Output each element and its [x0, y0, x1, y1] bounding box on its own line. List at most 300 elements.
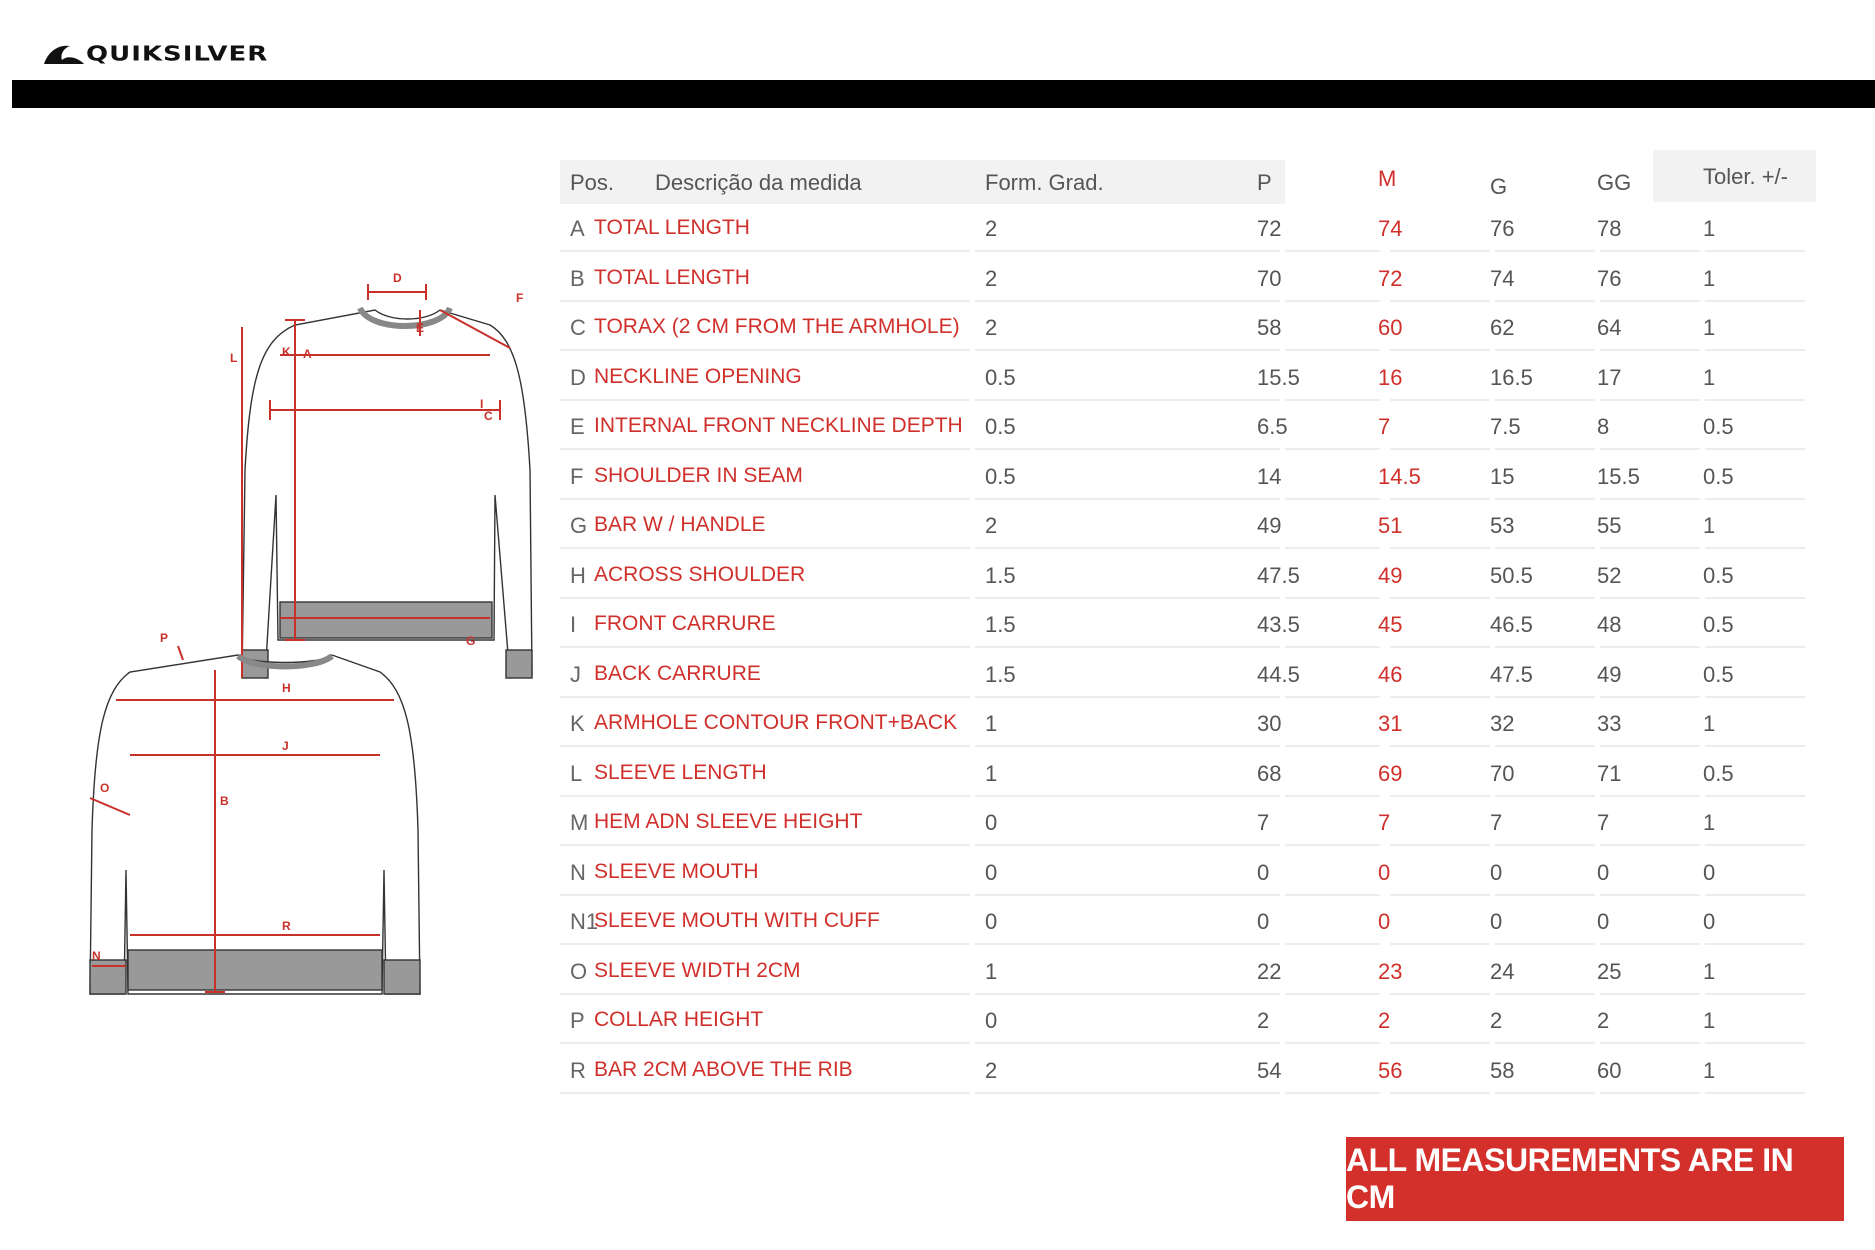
- row-value-tol: 1: [1703, 810, 1716, 835]
- svg-text:A: A: [303, 347, 312, 361]
- row-divider: [1600, 696, 1700, 698]
- back-sweater-drawing: [90, 655, 420, 994]
- row-value-m: 49: [1378, 562, 1403, 588]
- row-divider: [1495, 498, 1595, 500]
- row-value-m: 14.5: [1378, 463, 1421, 489]
- row-value-p: 58: [1257, 315, 1282, 340]
- row-value-gg: 25: [1597, 958, 1622, 984]
- row-value-tol: 1: [1703, 216, 1716, 241]
- row-divider: [1705, 399, 1805, 401]
- row-divider: [560, 993, 970, 995]
- table-row: [560, 848, 1820, 898]
- row-divider: [1495, 696, 1595, 698]
- row-divider: [975, 993, 1280, 995]
- row-description: FRONT CARRURE: [594, 612, 776, 635]
- table-body: [560, 204, 1820, 1095]
- row-divider: [1495, 349, 1595, 351]
- row-value-g: 2: [1490, 1008, 1503, 1033]
- row-divider: [975, 646, 1280, 648]
- wave-logo-icon: [42, 40, 86, 68]
- row-description: ACROSS SHOULDER: [594, 562, 806, 586]
- row-value-p: 14: [1257, 463, 1282, 489]
- svg-text:H: H: [282, 681, 291, 695]
- row-divider: [1705, 943, 1805, 945]
- svg-text:G: G: [466, 634, 476, 648]
- front-letters: [230, 271, 523, 648]
- table-header: [560, 152, 1820, 204]
- row-divider: [1600, 844, 1700, 846]
- row-value-m: 16: [1378, 364, 1403, 390]
- row-value-p: 54: [1257, 1057, 1282, 1083]
- row-divider: [1390, 844, 1490, 846]
- row-divider: [1285, 745, 1380, 747]
- front-sweater-drawing: [242, 308, 532, 678]
- row-divider: [1495, 1042, 1595, 1044]
- row-divider: [1495, 993, 1595, 995]
- row-value-grad: 0.5: [985, 364, 1016, 390]
- row-value-gg: 8: [1597, 414, 1610, 439]
- row-description: BAR 2CM ABOVE THE RIB: [594, 1057, 853, 1081]
- row-divider: [1285, 646, 1380, 648]
- row-divider: [975, 844, 1280, 846]
- row-position: G: [570, 513, 588, 538]
- row-value-p: 44.5: [1257, 661, 1300, 687]
- row-value-g: 62: [1490, 315, 1515, 340]
- row-divider: [1600, 894, 1700, 896]
- table-row: [560, 650, 1820, 700]
- row-divider: [975, 498, 1280, 500]
- row-position: A: [570, 216, 585, 241]
- table-row: [560, 600, 1820, 650]
- row-value-grad: 1: [985, 958, 998, 984]
- brand-logo: [42, 40, 322, 68]
- row-divider: [560, 399, 970, 401]
- row-divider: [1600, 349, 1700, 351]
- row-position: R: [570, 1057, 586, 1083]
- table-row: [560, 303, 1820, 353]
- row-divider: [1705, 1042, 1805, 1044]
- row-description: SHOULDER IN SEAM: [594, 463, 803, 487]
- header-description: Descrição da medida: [655, 170, 862, 195]
- row-value-p: 0: [1257, 909, 1270, 934]
- row-divider: [1285, 597, 1380, 599]
- table-row: [560, 798, 1820, 848]
- row-divider: [1600, 300, 1700, 302]
- row-value-grad: 0: [985, 859, 998, 885]
- svg-text:B: B: [220, 794, 229, 808]
- row-value-tol: 1: [1703, 315, 1716, 340]
- row-divider: [560, 894, 970, 896]
- row-value-tol: 1: [1703, 711, 1716, 736]
- row-divider: [560, 795, 970, 797]
- row-description: SLEEVE LENGTH: [594, 760, 767, 784]
- row-divider: [1600, 597, 1700, 599]
- row-value-m: 72: [1378, 265, 1403, 291]
- header-size-m: M: [1378, 166, 1397, 191]
- svg-text:F: F: [516, 291, 524, 305]
- row-position: O: [570, 958, 588, 984]
- row-position: K: [570, 711, 585, 736]
- row-value-tol: 0.5: [1703, 562, 1734, 588]
- row-value-m: 2: [1378, 1008, 1391, 1033]
- row-value-g: 15: [1490, 463, 1515, 489]
- row-value-gg: 52: [1597, 562, 1622, 588]
- row-value-g: 70: [1490, 760, 1515, 786]
- row-value-m: 0: [1378, 909, 1391, 934]
- row-divider: [1495, 597, 1595, 599]
- row-divider: [1285, 250, 1380, 252]
- row-divider: [975, 894, 1280, 896]
- row-divider: [1390, 597, 1490, 599]
- row-divider: [1495, 1092, 1595, 1094]
- row-divider: [975, 399, 1280, 401]
- row-position: I: [570, 612, 577, 637]
- row-value-m: 60: [1378, 315, 1403, 340]
- row-value-p: 68: [1257, 760, 1282, 786]
- row-divider: [1705, 597, 1805, 599]
- row-value-gg: 0: [1597, 859, 1610, 885]
- row-divider: [975, 745, 1280, 747]
- row-value-p: 15.5: [1257, 364, 1300, 390]
- row-position: E: [570, 414, 585, 439]
- svg-text:J: J: [282, 739, 289, 753]
- row-divider: [1285, 696, 1380, 698]
- row-value-grad: 2: [985, 1057, 998, 1083]
- row-divider: [1600, 1092, 1700, 1094]
- row-divider: [560, 745, 970, 747]
- row-value-gg: 76: [1597, 265, 1622, 291]
- row-divider: [1285, 894, 1380, 896]
- table-row: [560, 501, 1820, 551]
- row-value-g: 76: [1490, 216, 1515, 241]
- header-pos: Pos.: [570, 170, 615, 195]
- row-value-m: 31: [1378, 711, 1403, 736]
- header-size-gg: GG: [1597, 170, 1632, 195]
- row-description: ARMHOLE CONTOUR FRONT+BACK: [594, 711, 958, 734]
- row-divider: [1495, 844, 1595, 846]
- row-divider: [560, 943, 970, 945]
- table-row: [560, 996, 1820, 1046]
- row-value-gg: 78: [1597, 216, 1622, 241]
- size-table: [560, 152, 1820, 1095]
- row-value-g: 24: [1490, 958, 1515, 984]
- row-value-p: 49: [1257, 513, 1282, 538]
- row-divider: [560, 448, 970, 450]
- row-divider: [560, 1092, 970, 1094]
- row-divider: [1705, 795, 1805, 797]
- row-value-m: 74: [1378, 216, 1403, 241]
- svg-text:K: K: [282, 345, 291, 359]
- row-divider: [1495, 943, 1595, 945]
- row-divider: [975, 349, 1280, 351]
- row-value-p: 70: [1257, 265, 1282, 291]
- row-divider: [1390, 696, 1490, 698]
- row-divider: [1390, 993, 1490, 995]
- row-divider: [1705, 547, 1805, 549]
- row-description: SLEEVE MOUTH: [594, 859, 759, 883]
- row-value-tol: 0.5: [1703, 661, 1734, 687]
- row-value-tol: 0: [1703, 859, 1716, 885]
- row-divider: [1600, 547, 1700, 549]
- row-divider: [1390, 894, 1490, 896]
- row-value-tol: 0.5: [1703, 612, 1734, 637]
- row-value-grad: 0.5: [985, 463, 1016, 489]
- row-value-p: 0: [1257, 859, 1270, 885]
- row-divider: [1600, 646, 1700, 648]
- row-value-m: 51: [1378, 513, 1403, 538]
- row-divider: [1600, 448, 1700, 450]
- row-divider: [1705, 745, 1805, 747]
- row-divider: [560, 250, 970, 252]
- row-divider: [1285, 844, 1380, 846]
- row-description: COLLAR HEIGHT: [594, 1008, 764, 1031]
- row-divider: [560, 300, 970, 302]
- row-divider: [1390, 498, 1490, 500]
- row-description: TOTAL LENGTH: [594, 265, 750, 289]
- row-divider: [1600, 498, 1700, 500]
- row-value-grad: 1: [985, 760, 998, 786]
- row-value-tol: 0: [1703, 909, 1716, 934]
- row-value-tol: 1: [1703, 265, 1716, 291]
- row-value-p: 22: [1257, 958, 1282, 984]
- row-value-grad: 0.5: [985, 414, 1016, 439]
- table-row: [560, 204, 1820, 254]
- row-value-grad: 2: [985, 513, 998, 538]
- row-value-m: 0: [1378, 859, 1391, 885]
- svg-text:E: E: [416, 321, 425, 335]
- row-value-gg: 60: [1597, 1057, 1622, 1083]
- table-row: [560, 402, 1820, 452]
- row-value-m: 7: [1378, 414, 1391, 439]
- row-value-grad: 1.5: [985, 562, 1016, 588]
- row-value-p: 72: [1257, 216, 1282, 241]
- row-divider: [1705, 448, 1805, 450]
- row-value-p: 6.5: [1257, 414, 1288, 439]
- svg-text:I: I: [480, 397, 484, 411]
- row-divider: [1285, 399, 1380, 401]
- row-divider: [1495, 448, 1595, 450]
- row-value-m: 56: [1378, 1057, 1403, 1083]
- row-value-tol: 0.5: [1703, 414, 1734, 439]
- svg-text:C: C: [484, 409, 493, 423]
- row-divider: [1705, 646, 1805, 648]
- back-measure-lines: [90, 646, 394, 992]
- header-grading: Form. Grad.: [985, 170, 1104, 195]
- row-position: H: [570, 562, 586, 588]
- row-value-p: 47.5: [1257, 562, 1300, 588]
- row-description: INTERNAL FRONT NECKLINE DEPTH: [594, 414, 963, 437]
- row-description: NECKLINE OPENING: [594, 364, 802, 388]
- row-divider: [1285, 795, 1380, 797]
- front-measure-lines: [242, 284, 510, 678]
- row-value-gg: 17: [1597, 364, 1622, 390]
- row-value-gg: 49: [1597, 661, 1622, 687]
- row-divider: [1285, 349, 1380, 351]
- row-value-tol: 1: [1703, 364, 1716, 390]
- row-value-g: 16.5: [1490, 364, 1533, 390]
- row-value-grad: 2: [985, 315, 998, 340]
- table-row: [560, 551, 1820, 601]
- row-divider: [1495, 250, 1595, 252]
- row-divider: [975, 597, 1280, 599]
- row-value-g: 46.5: [1490, 612, 1533, 637]
- row-value-m: 69: [1378, 760, 1403, 786]
- row-value-gg: 15.5: [1597, 463, 1640, 489]
- row-divider: [1390, 795, 1490, 797]
- row-position: F: [570, 463, 584, 489]
- svg-text:P: P: [160, 631, 169, 645]
- row-divider: [1705, 250, 1805, 252]
- row-divider: [1705, 349, 1805, 351]
- row-value-gg: 64: [1597, 315, 1622, 340]
- table-row: [560, 353, 1820, 403]
- row-divider: [1390, 547, 1490, 549]
- row-divider: [1495, 795, 1595, 797]
- row-divider: [1705, 696, 1805, 698]
- row-description: BAR W / HANDLE: [594, 513, 766, 536]
- row-value-grad: 1.5: [985, 612, 1016, 637]
- row-divider: [1285, 1092, 1380, 1094]
- row-divider: [560, 547, 970, 549]
- row-divider: [1390, 300, 1490, 302]
- row-position: N1: [570, 909, 599, 934]
- row-divider: [975, 696, 1280, 698]
- row-value-grad: 2: [985, 265, 998, 291]
- row-value-gg: 55: [1597, 513, 1622, 538]
- row-value-p: 2: [1257, 1008, 1270, 1033]
- row-value-grad: 1: [985, 711, 998, 736]
- row-divider: [1600, 795, 1700, 797]
- table-row: [560, 749, 1820, 799]
- row-divider: [975, 1092, 1280, 1094]
- row-divider: [1285, 993, 1380, 995]
- row-position: D: [570, 364, 586, 390]
- row-divider: [1390, 349, 1490, 351]
- row-divider: [975, 1042, 1280, 1044]
- row-value-grad: 2: [985, 216, 998, 241]
- row-divider: [560, 696, 970, 698]
- table-row: [560, 452, 1820, 502]
- row-value-g: 47.5: [1490, 661, 1533, 687]
- row-value-p: 7: [1257, 810, 1270, 835]
- row-divider: [1705, 1092, 1805, 1094]
- row-position: B: [570, 265, 585, 291]
- row-value-m: 45: [1378, 612, 1403, 637]
- row-divider: [975, 795, 1280, 797]
- row-divider: [1285, 943, 1380, 945]
- row-position: L: [570, 760, 583, 786]
- row-value-m: 46: [1378, 661, 1403, 687]
- back-letters: [92, 631, 291, 963]
- row-divider: [1285, 448, 1380, 450]
- row-position: C: [570, 315, 586, 340]
- row-divider: [1390, 1092, 1490, 1094]
- row-divider: [1390, 943, 1490, 945]
- row-divider: [1390, 399, 1490, 401]
- row-divider: [1600, 745, 1700, 747]
- row-divider: [560, 498, 970, 500]
- row-divider: [975, 547, 1280, 549]
- table-row: [560, 254, 1820, 304]
- row-divider: [560, 1042, 970, 1044]
- logo-text: QUIKSILVER: [86, 42, 269, 66]
- row-description: BACK CARRURE: [594, 661, 761, 685]
- row-value-tol: 1: [1703, 1057, 1716, 1083]
- row-value-gg: 7: [1597, 810, 1610, 835]
- row-divider: [1705, 498, 1805, 500]
- row-divider: [1285, 1042, 1380, 1044]
- row-value-tol: 1: [1703, 513, 1716, 538]
- row-value-m: 23: [1378, 958, 1403, 984]
- row-value-gg: 48: [1597, 612, 1622, 637]
- row-value-g: 7: [1490, 810, 1503, 835]
- table-row: [560, 1046, 1820, 1096]
- row-value-g: 7.5: [1490, 414, 1521, 439]
- row-description: SLEEVE WIDTH 2CM: [594, 958, 801, 982]
- row-divider: [1705, 300, 1805, 302]
- header-size-g: G: [1490, 174, 1508, 199]
- row-value-grad: 0: [985, 909, 998, 934]
- row-divider: [1495, 894, 1595, 896]
- row-value-tol: 1: [1703, 1008, 1716, 1033]
- row-value-grad: 1.5: [985, 661, 1016, 687]
- row-divider: [1600, 1042, 1700, 1044]
- header-bar: [12, 80, 1875, 108]
- row-divider: [560, 646, 970, 648]
- row-description: SLEEVE MOUTH WITH CUFF: [594, 909, 880, 932]
- row-divider: [1285, 498, 1380, 500]
- row-description: HEM ADN SLEEVE HEIGHT: [594, 810, 863, 833]
- row-divider: [1600, 943, 1700, 945]
- row-divider: [1390, 646, 1490, 648]
- table-row: [560, 897, 1820, 947]
- svg-text:D: D: [393, 271, 402, 285]
- header-tolerance: Toler. +/-: [1703, 164, 1788, 189]
- row-divider: [1390, 448, 1490, 450]
- row-position: J: [570, 661, 581, 687]
- row-value-g: 58: [1490, 1057, 1515, 1083]
- row-value-tol: 1: [1703, 958, 1716, 984]
- row-value-g: 74: [1490, 265, 1515, 291]
- row-divider: [1600, 250, 1700, 252]
- row-divider: [1495, 646, 1595, 648]
- row-divider: [1705, 844, 1805, 846]
- row-value-g: 0: [1490, 859, 1503, 885]
- row-divider: [1285, 300, 1380, 302]
- row-value-tol: 0.5: [1703, 463, 1734, 489]
- row-value-g: 53: [1490, 513, 1515, 538]
- row-value-gg: 33: [1597, 711, 1622, 736]
- row-divider: [560, 349, 970, 351]
- row-divider: [1705, 894, 1805, 896]
- sweater-diagrams: [70, 270, 550, 1010]
- row-position: M: [570, 810, 589, 835]
- row-position: N: [570, 859, 586, 885]
- row-value-g: 0: [1490, 909, 1503, 934]
- row-divider: [975, 300, 1280, 302]
- row-value-g: 32: [1490, 711, 1515, 736]
- row-description: TOTAL LENGTH: [594, 216, 750, 239]
- table-row: [560, 699, 1820, 749]
- row-value-p: 43.5: [1257, 612, 1300, 637]
- row-value-p: 30: [1257, 711, 1282, 736]
- row-value-gg: 0: [1597, 909, 1610, 934]
- row-divider: [1390, 745, 1490, 747]
- row-value-gg: 2: [1597, 1008, 1610, 1033]
- table-row: [560, 947, 1820, 997]
- header-size-p: P: [1257, 170, 1272, 195]
- row-divider: [1285, 547, 1380, 549]
